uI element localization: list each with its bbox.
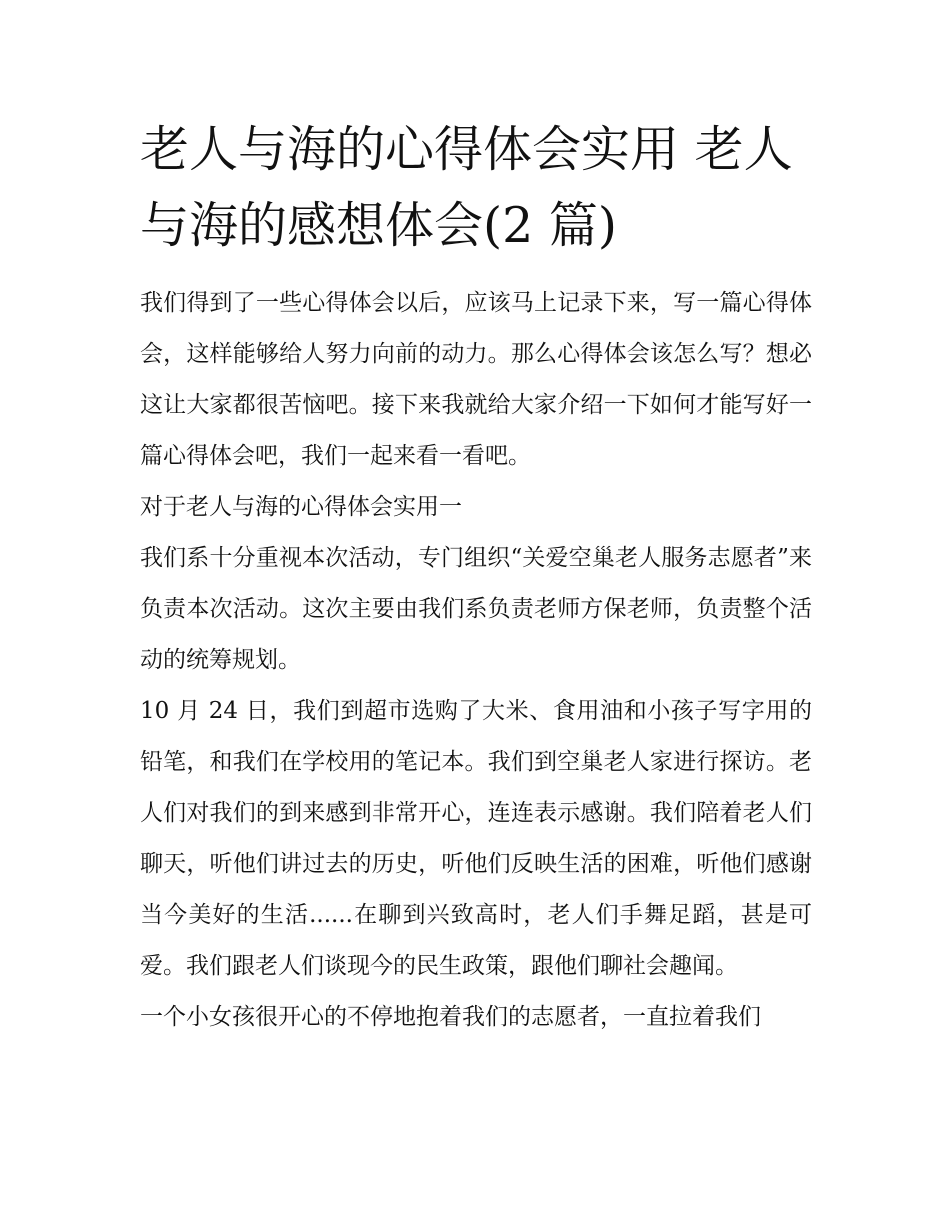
- document-title: 老人与海的心得体会实用 老人与海的感想体会(2 篇): [140, 121, 793, 254]
- body-paragraph-3: 一个小女孩很开心的不停地抱着我们的志愿者，一直拉着我们: [140, 1004, 761, 1030]
- body-paragraph-1: 我们系十分重视本次活动，专门组织“关爱空巢老人服务志愿者”来负责本次活动。这次主要由我们系负责老师方保老师，负责整个活动的统筹规划。: [140, 545, 812, 673]
- section-heading: 对于老人与海的心得体会实用一: [140, 494, 462, 520]
- intro-paragraph: 我们得到了一些心得体会以后，应该马上记录下来，写一篇心得体会，这样能够给人努力向前的动力。那么心得体会该怎么写？想必这让大家都很苦恼吧。接下来我就给大家介绍一下如何才能写好一篇心得体会吧，我们一起来看一看吧。: [140, 290, 812, 469]
- document-page: [140, 112, 812, 1043]
- body-paragraph-2: 10 月 24 日，我们到超市选购了大米、食用油和小孩子写字用的铅笔，和我们在学校用的笔记本。我们到空巢老人家进行探访。老人们对我们的到来感到非常开心，连连表示感谢。我们陪着老人们聊天，听他们讲过去的历史，听他们反映生活的困难，听他们感谢当今美好的生活......在聊到兴致高时，老人们手舞足蹈，甚是可爱。我们跟老人们谈现今的民生政策，跟他们聊社会趣闻。: [140, 698, 812, 979]
